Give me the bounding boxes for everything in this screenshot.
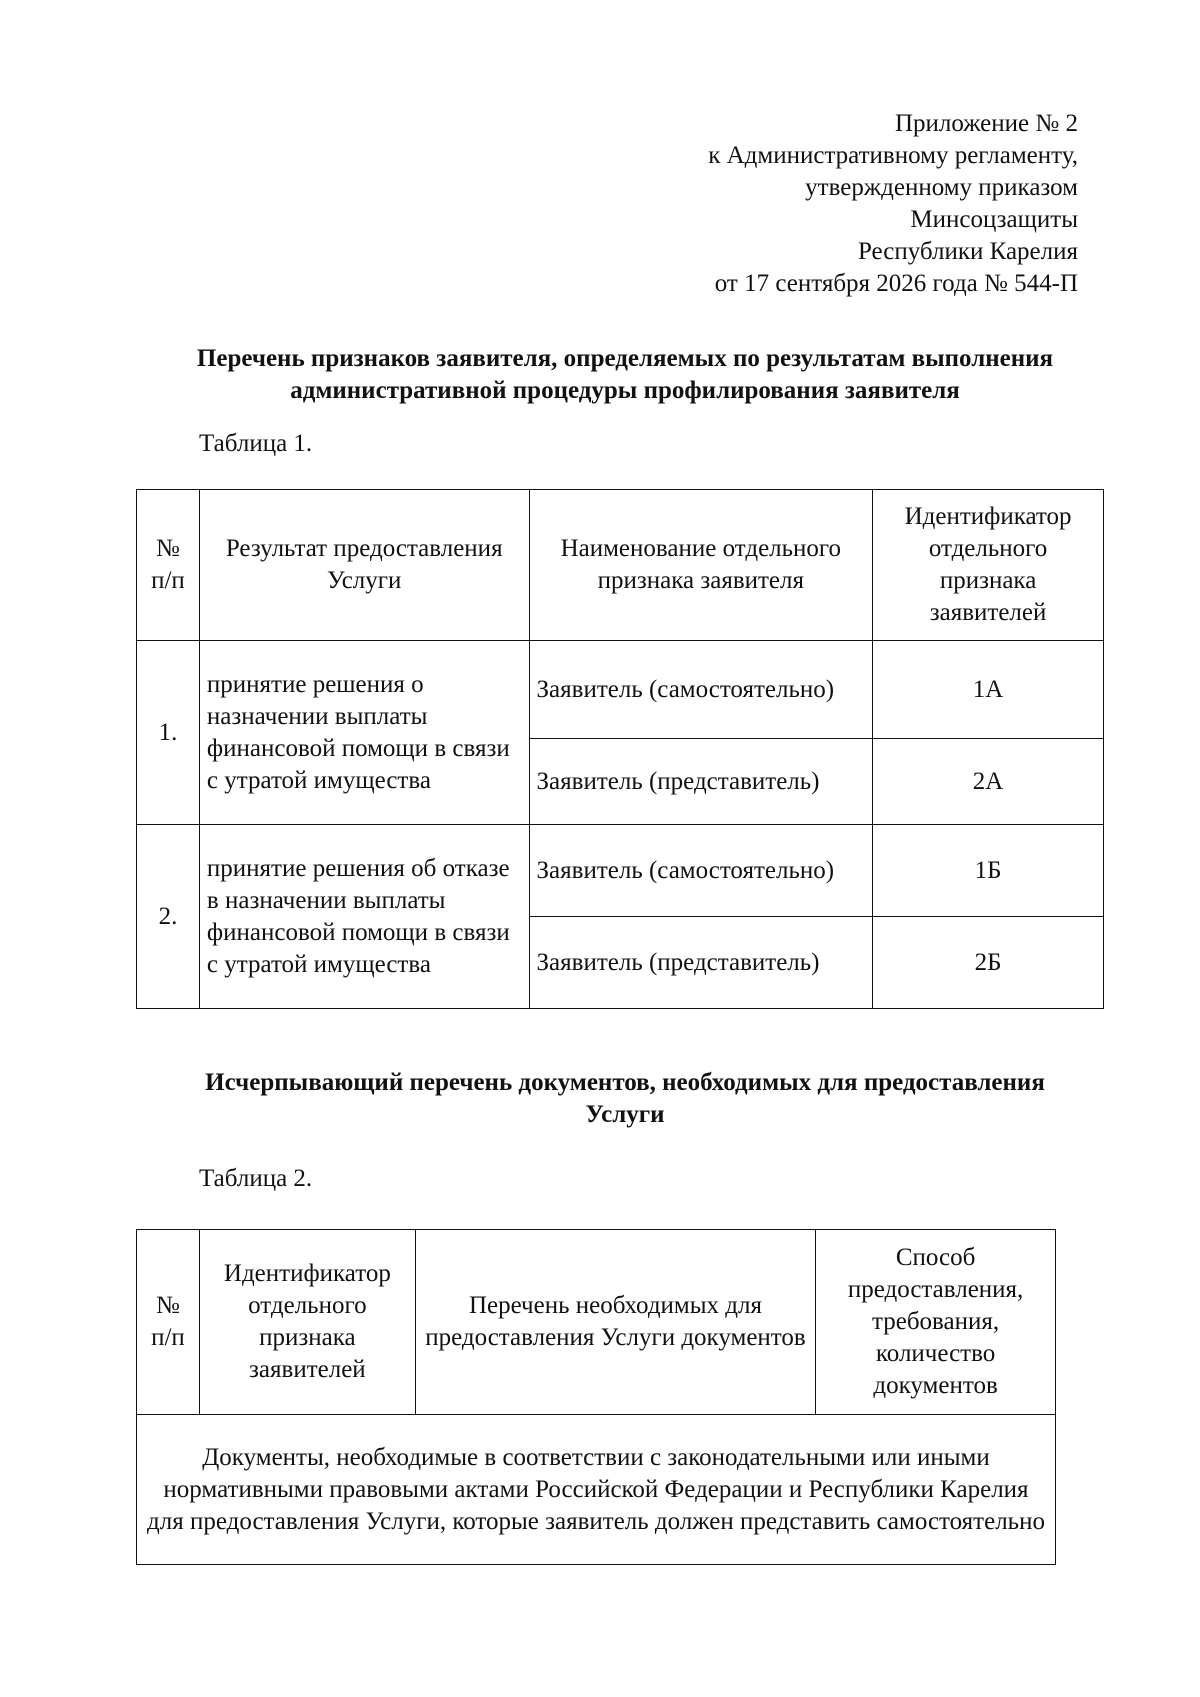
appendix-block	[708, 108, 1078, 300]
table-header-row	[137, 490, 1104, 641]
table-header-row	[137, 1230, 1056, 1415]
result-cell: принятие решения об отказе в назначении выплаты финансовой помощи в связи с утратой имущества	[199, 825, 529, 1009]
appendix-line: к Административному регламенту,	[708, 142, 1078, 169]
appendix-line: Приложение № 2	[894, 110, 1078, 137]
section2-title-line2: Услуги	[585, 1101, 665, 1128]
identifier-cell: 2Б	[873, 917, 1104, 1009]
attribute-name-cell: Заявитель (представитель)	[529, 917, 873, 1009]
section1-title-line1: Перечень признаков заявителя, определяемых по результатам выполнения	[196, 345, 1054, 372]
appendix-line: утвержденному приказом	[805, 174, 1078, 201]
header-cell-attribute-name: Наименование отдельного признака заявителя	[529, 490, 873, 641]
result-cell: принятие решения о назначении выплаты финансовой помощи в связи с утратой имущества	[199, 641, 529, 825]
section1-title-line2: административной процедуры профилирования заявителя	[290, 377, 960, 404]
header-cell-identifier: Идентификатор отдельного признака заявителей	[199, 1230, 415, 1415]
identifier-cell: 2А	[873, 739, 1104, 825]
section2-title-line1: Исчерпывающий перечень документов, необходимых для предоставления	[205, 1069, 1045, 1096]
table-row	[137, 641, 1104, 739]
header-cell-method: Способ предоставления, требования, количество документов	[816, 1230, 1056, 1415]
section2-title	[130, 1067, 1120, 1131]
header-cell-number: № п/п	[137, 1230, 200, 1415]
attribute-name-cell: Заявитель (самостоятельно)	[529, 641, 873, 739]
table1-caption: Таблица 1.	[199, 430, 313, 457]
identifier-cell: 1Б	[873, 825, 1104, 917]
table-subheader-row	[137, 1415, 1056, 1565]
header-cell-identifier: Идентификатор отдельного признака заявителей	[873, 490, 1104, 641]
row-number-cell: 1.	[137, 641, 200, 825]
header-cell-documents: Перечень необходимых для предоставления Услуги документов	[415, 1230, 815, 1415]
table2	[136, 1229, 1056, 1565]
row-number-cell: 2.	[137, 825, 200, 1009]
section1-title	[130, 343, 1120, 407]
identifier-cell: 1А	[873, 641, 1104, 739]
appendix-line: Республики Карелия	[857, 238, 1078, 265]
table2-caption: Таблица 2.	[199, 1165, 313, 1192]
attribute-name-cell: Заявитель (самостоятельно)	[529, 825, 873, 917]
appendix-line: Минсоцзащиты	[910, 206, 1078, 233]
table-row	[137, 825, 1104, 917]
header-cell-number: № п/п	[137, 490, 200, 641]
attribute-name-cell: Заявитель (представитель)	[529, 739, 873, 825]
header-cell-result: Результат предоставления Услуги	[199, 490, 529, 641]
subheader-cell: Документы, необходимые в соответствии с законодательными или иными нормативными правовыми актами Российской Федерации и Республики Карелия для предоставления Услуги, которые заявитель должен представить самостоятельно	[137, 1415, 1056, 1565]
table1	[136, 489, 1104, 1009]
appendix-line: от 17 сентября 2026 года № 544-П	[714, 270, 1078, 297]
